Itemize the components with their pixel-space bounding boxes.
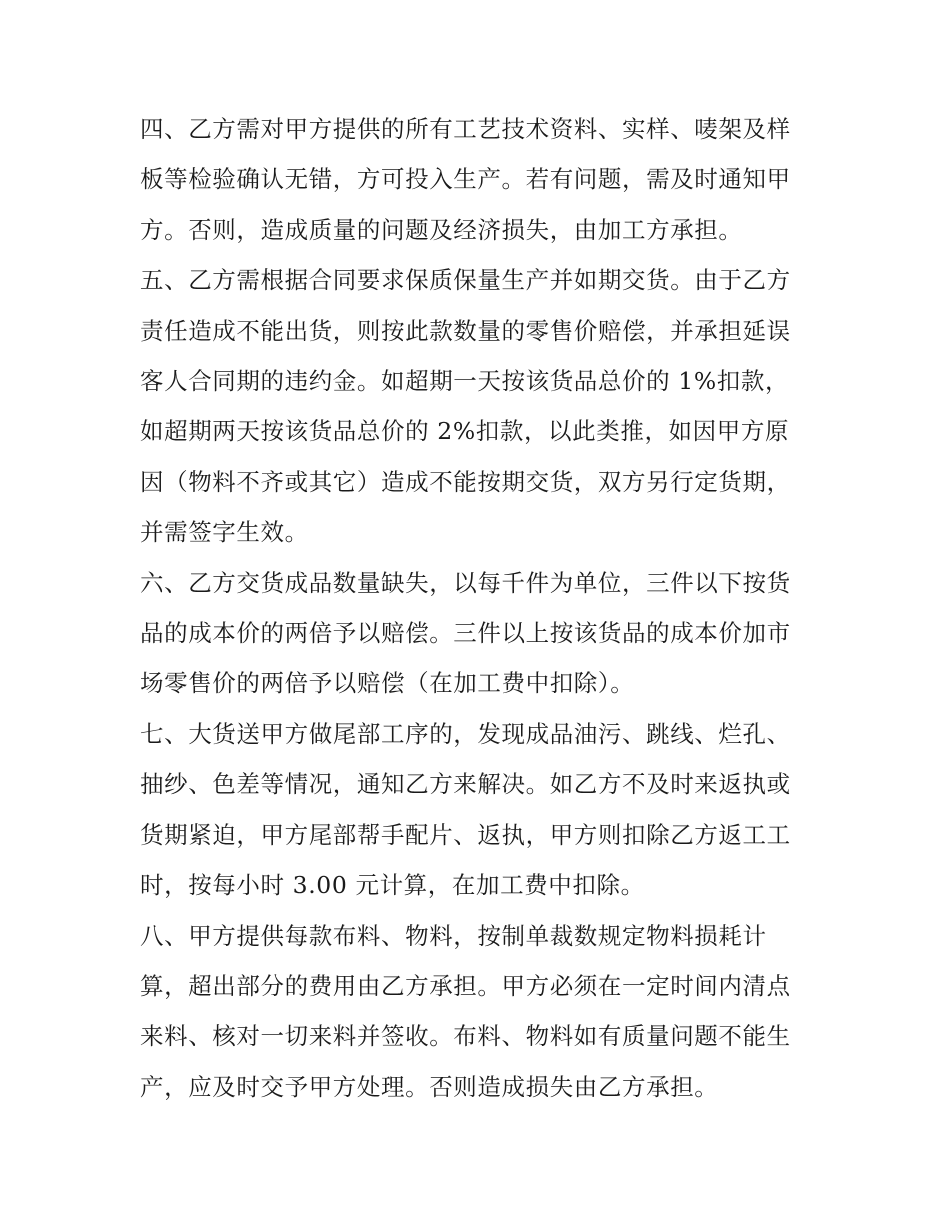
clause-5-line-1: 五、乙方需根据合同要求保质保量生产并如期交货。由于乙方 bbox=[140, 266, 791, 295]
clause-7-line-4: 时，按每小时 3.00 元计算，在加工费中扣除。 bbox=[140, 871, 645, 900]
clause-8-line-4: 产，应及时交予甲方处理。否则造成损失由乙方承担。 bbox=[140, 1072, 719, 1101]
clause-4-line-1: 四、乙方需对甲方提供的所有工艺技术资料、实样、唛架及样 bbox=[140, 115, 791, 143]
contract-clauses bbox=[140, 104, 812, 1112]
clause-6-line-1: 六、乙方交货成品数量缺失，以每千件为单位，三件以下按货 bbox=[140, 568, 791, 597]
clause-5-line-5: 因（物料不齐或其它）造成不能按期交货，双方另行定货期， bbox=[140, 467, 791, 496]
clause-5-line-6: 并需签字生效。 bbox=[140, 518, 309, 547]
clause-4-line-3: 方。否则，造成质量的问题及经济损失，由加工方承担。 bbox=[140, 215, 743, 244]
clause-7-line-3: 货期紧迫，甲方尾部帮手配片、返执，甲方则扣除乙方返工工 bbox=[140, 820, 791, 849]
clause-8-line-3: 来料、核对一切来料并签收。布料、物料如有质量问题不能生 bbox=[140, 1022, 791, 1051]
clause-7-line-2: 抽纱、色差等情况，通知乙方来解决。如乙方不及时来返执或 bbox=[140, 770, 791, 799]
clause-7-line-1: 七、大货送甲方做尾部工序的，发现成品油污、跳线、烂孔、 bbox=[140, 719, 791, 748]
clause-5-line-2: 责任造成不能出货，则按此款数量的零售价赔偿，并承担延误 bbox=[140, 316, 791, 345]
clause-8 bbox=[140, 911, 812, 1113]
clause-8-line-2: 算，超出部分的费用由乙方承担。甲方必须在一定时间内清点 bbox=[140, 971, 791, 1000]
clause-4 bbox=[140, 104, 812, 255]
clause-5-line-4: 如超期两天按该货品总价的 2%扣款，以此类推，如因甲方原 bbox=[140, 417, 790, 446]
clause-7 bbox=[140, 709, 812, 911]
clause-5-line-3: 客人合同期的违约金。如超期一天按该货品总价的 1%扣款， bbox=[140, 367, 790, 396]
clause-5 bbox=[140, 255, 812, 557]
clause-4-line-2: 板等检验确认无错，方可投入生产。若有问题，需及时通知甲 bbox=[140, 165, 791, 194]
clause-6-line-3: 场零售价的两倍予以赔偿（在加工费中扣除）。 bbox=[140, 669, 635, 698]
clause-6-line-2: 品的成本价的两倍予以赔偿。三件以上按该货品的成本价加市 bbox=[140, 619, 791, 648]
clause-8-line-1: 八、甲方提供每款布料、物料，按制单裁数规定物料损耗计 bbox=[140, 921, 767, 950]
clause-6 bbox=[140, 558, 812, 709]
